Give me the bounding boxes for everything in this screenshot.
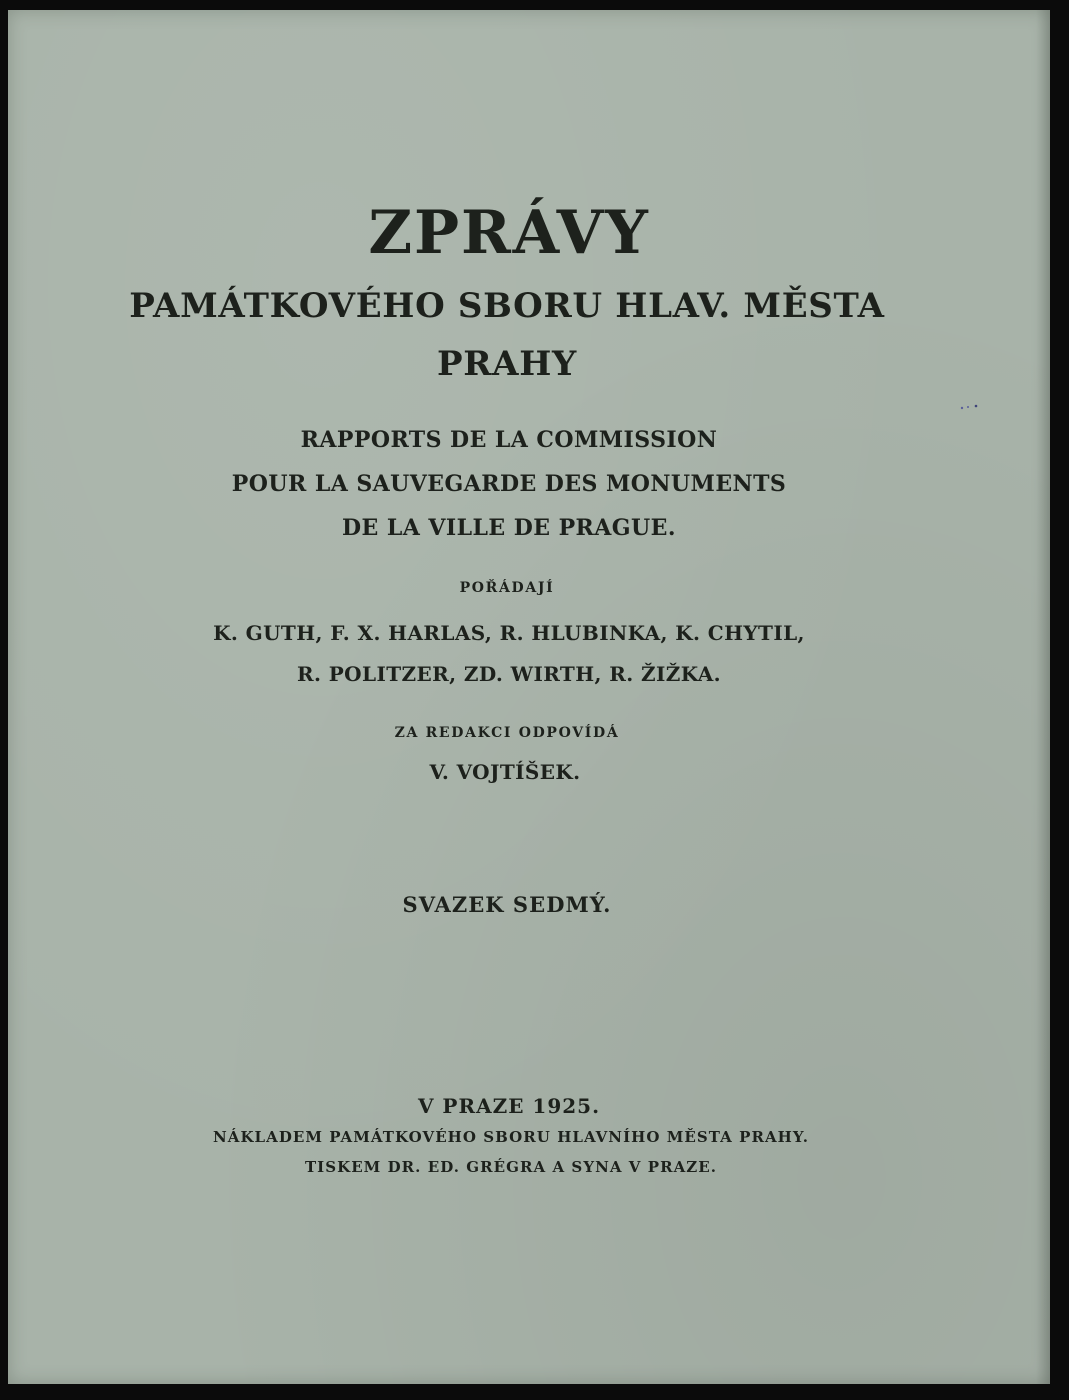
page-edge-shadow bbox=[1036, 10, 1050, 1384]
organizers-label: POŘÁDAJÍ bbox=[459, 580, 555, 596]
cover-subtitle: PAMÁTKOVÉHO SBORU HLAV. MĚSTA bbox=[129, 286, 885, 326]
ink-speck-icon bbox=[958, 402, 986, 412]
cover-page bbox=[8, 10, 1050, 1384]
cover-title: ZPRÁVY bbox=[368, 198, 650, 268]
french-title-line: POUR LA SAUVEGARDE DES MONUMENTS bbox=[231, 471, 787, 497]
place-year: V PRAZE 1925. bbox=[417, 1094, 601, 1118]
volume-label: SVAZEK SEDMÝ. bbox=[402, 892, 612, 917]
french-title-line: RAPPORTS DE LA COMMISSION bbox=[300, 427, 718, 453]
publisher-line: NÁKLADEM PAMÁTKOVÉHO SBORU HLAVNÍHO MĚSTA PRAHY. bbox=[213, 1128, 809, 1146]
organizers-line: R. POLITZER, ZD. WIRTH, R. ŽIŽKA. bbox=[296, 662, 721, 686]
cover-city: PRAHY bbox=[437, 344, 577, 384]
printer-line: TISKEM DR. ED. GRÉGRA A SYNA V PRAZE. bbox=[304, 1158, 718, 1176]
organizers-line: K. GUTH, F. X. HARLAS, R. HLUBINKA, K. CHYTIL, bbox=[213, 621, 805, 645]
editor-name: V. VOJTÍŠEK. bbox=[429, 760, 581, 784]
editor-label: ZA REDAKCI ODPOVÍDÁ bbox=[394, 725, 620, 741]
french-title-line: DE LA VILLE DE PRAGUE. bbox=[342, 515, 676, 541]
